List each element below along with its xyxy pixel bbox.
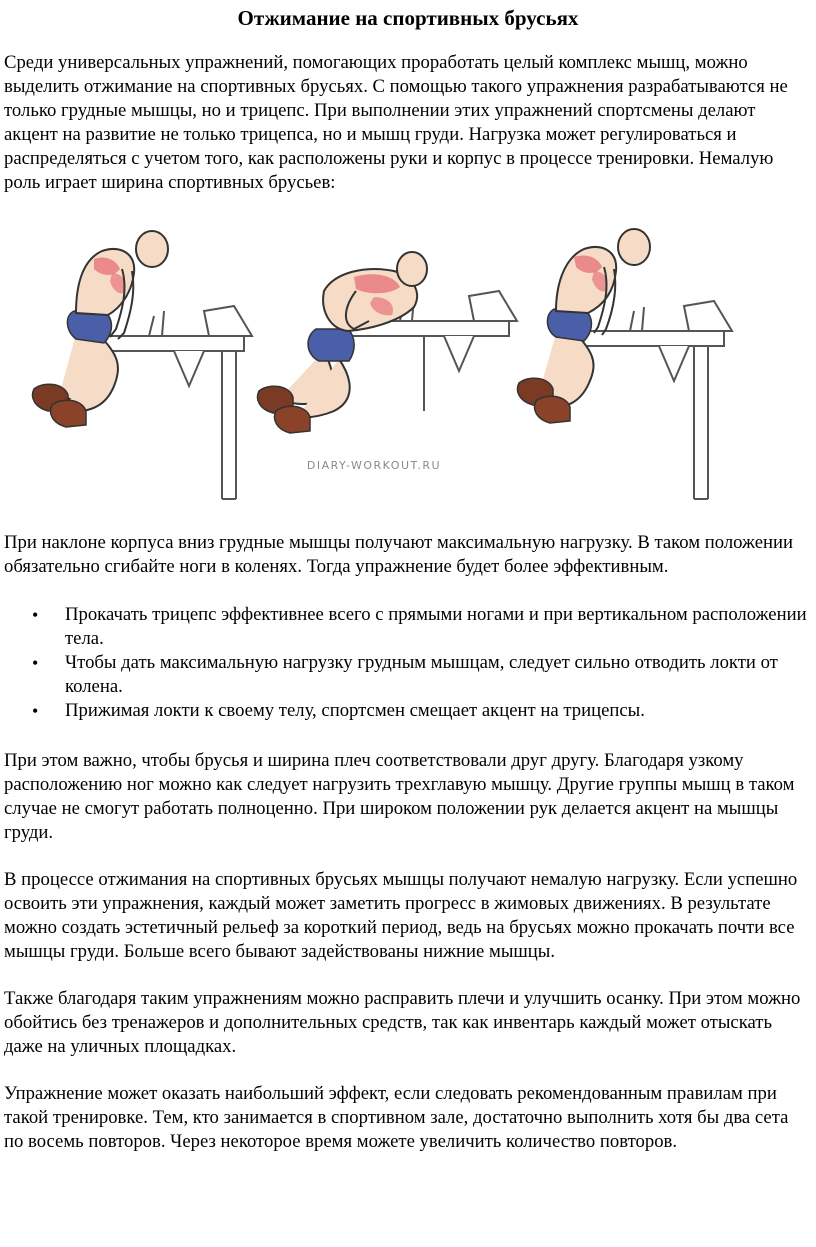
dips-illustration xyxy=(4,211,812,519)
document-page xyxy=(4,0,812,1154)
dips-illustration-svg xyxy=(4,211,812,519)
paragraph-posture: Также благодаря таким упражнениям можно расправить плечи и улучшить осанку. При этом можно обойтись без тренажеров и дополнительных средств, так как инвентарь каждый может отыскать даже на уличных площадках. xyxy=(4,988,801,1057)
paragraph-progress: В процессе отжимания на спортивных брусьях мышцы получают немалую нагрузку. Если успешно освоить эти упражнения, каждый может заметить прогресс в жимовых движениях. В результате можно создать эстетичный рельеф за короткий период, ведь на брусьях можно прокачать почти все мышцы груди. Больше всего бывают задействованы нижние мышцы. xyxy=(4,869,798,962)
paragraph-sets: Упражнение может оказать наибольший эффект, если следовать рекомендованным правилам при такой тренировке. Тем, кто занимается в спортивном зале, достаточно выполнить хотя бы два сета по восемь повторов. Через некоторое время можете увеличить количество повторов. xyxy=(4,1083,789,1152)
list-item: • Прокачать трицепс эффективнее всего с прямыми ногами и при вертикальном расположении тела. xyxy=(4,603,812,651)
tips-list xyxy=(4,603,812,723)
paragraph-body-lean: При наклоне корпуса вниз грудные мышцы получают максимальную нагрузку. В таком положении обязательно сгибайте ноги в коленях. Тогда упражнение будет более эффективным. xyxy=(4,532,794,577)
list-item: • Прижимая локти к своему телу, спортсмен смещает акцент на трицепсы. xyxy=(4,699,812,723)
paragraph-bar-width: При этом важно, чтобы брусья и ширина плеч соответствовали друг другу. Благодаря узкому расположению ног можно как следует нагрузить трехглавую мышцу. Другие группы мышц в таком случае не смогут работать полноценно. При широком положении рук делается акцент на мышцы груди. xyxy=(4,750,795,843)
figure-left-upright xyxy=(33,231,252,499)
intro-paragraph: Среди универсальных упражнений, помогающих проработать целый комплекс мышц, можно выделить отжимание на спортивных брусьях. С помощью такого упражнения разрабатываются не только грудные мышцы, но и трицепс. При выполнении этих упражнений спортсмены делают акцент на развитие не только трицепса, но и мышц груди. Нагрузка может регулироваться и распределяться с учетом того, как расположены руки и корпус в процессе тренировки. Немалую роль играет ширина спортивных брусьев: xyxy=(4,52,788,193)
page-title: Отжимание на спортивных брусьях xyxy=(237,6,579,30)
watermark-text: DIARY-WORKOUT.RU xyxy=(306,459,442,472)
figure-right-upright xyxy=(518,229,732,499)
figure-middle-lean xyxy=(258,252,517,433)
list-item: • Чтобы дать максимальную нагрузку грудным мышцам, следует сильно отводить локти от колена. xyxy=(4,651,812,699)
